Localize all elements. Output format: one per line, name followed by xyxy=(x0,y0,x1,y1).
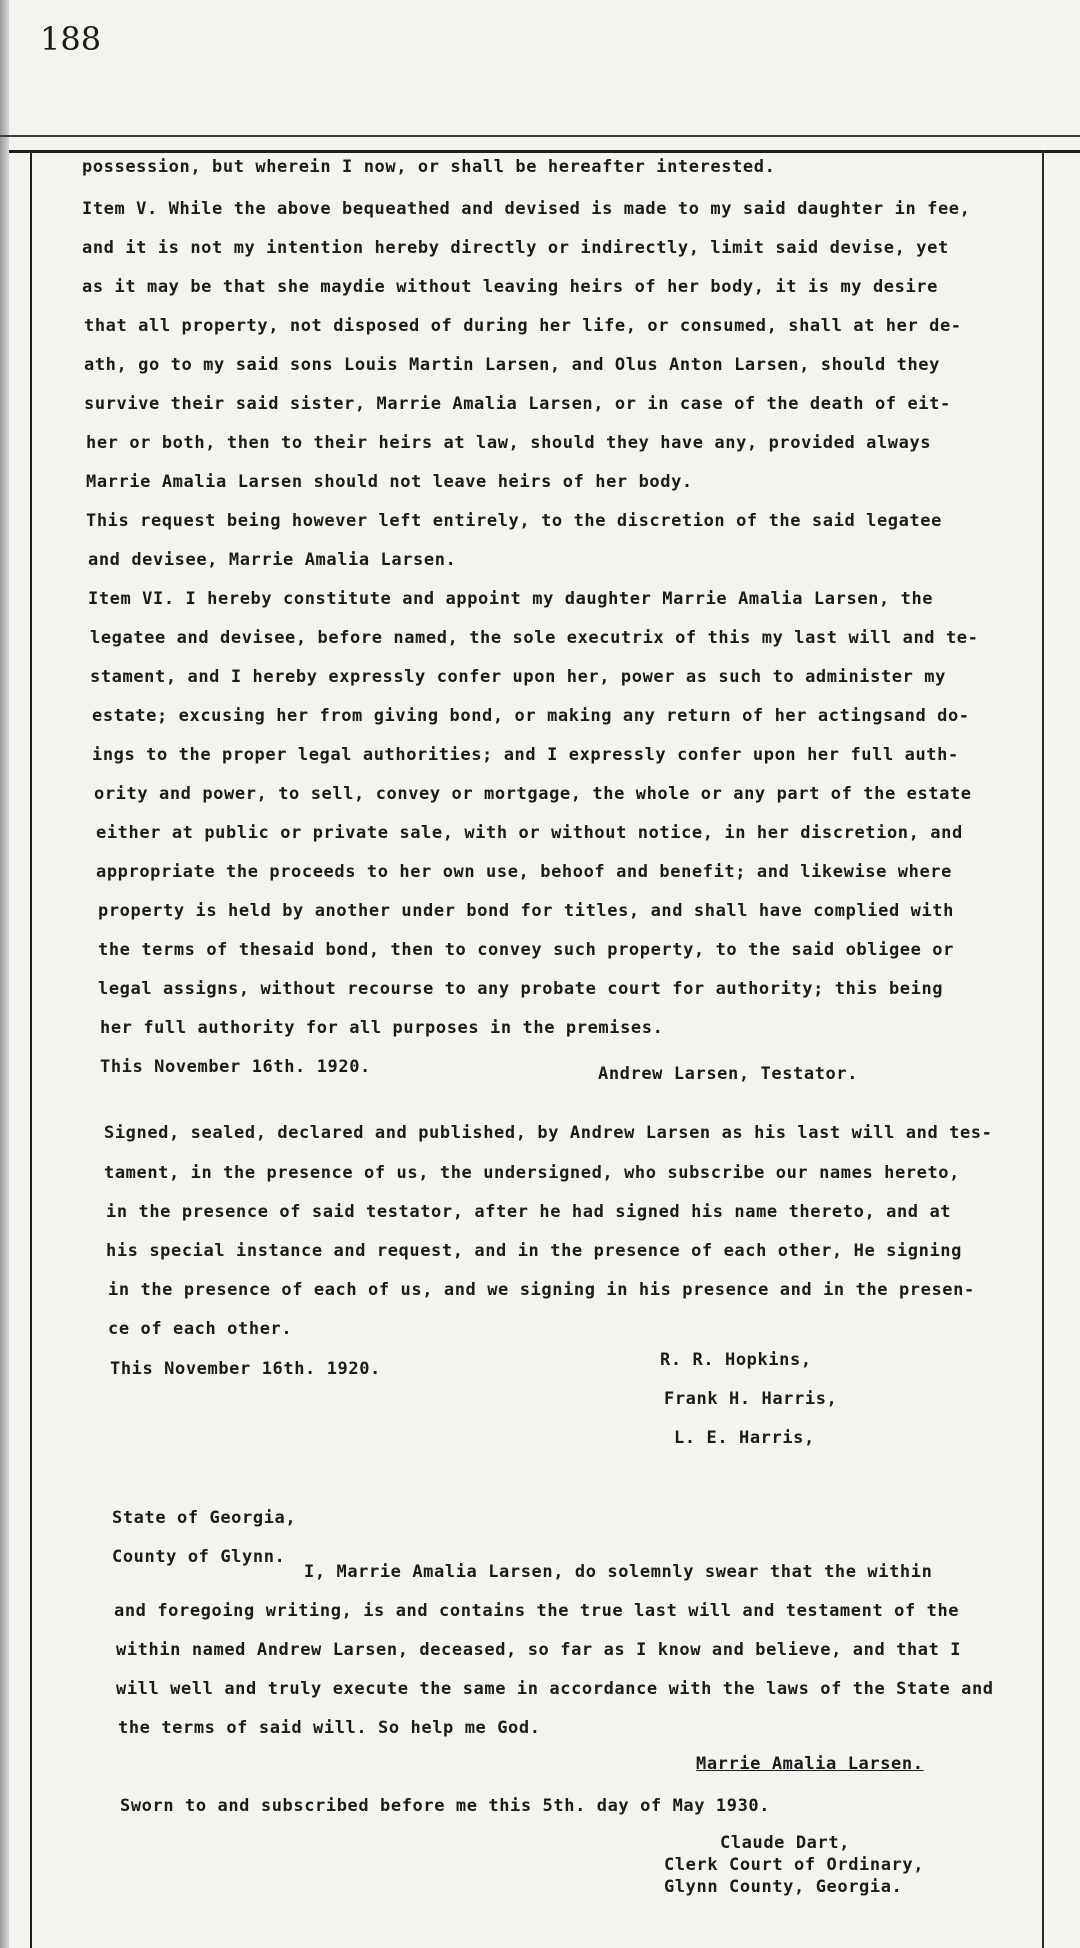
attest-date: This November 16th. 1920. xyxy=(110,1359,381,1379)
attestation-line: in the presence of said testator, after he had signed his name thereto, and at xyxy=(106,1202,952,1222)
body-line: Marrie Amalia Larsen should not leave heirs of her body. xyxy=(86,472,693,492)
body-line: appropriate the proceeds to her own use, behoof and benefit; and likewise where xyxy=(96,862,952,882)
attestation-line: Signed, sealed, declared and published, by Andrew Larsen as his last will and tes- xyxy=(104,1123,993,1143)
clerk-line: Glynn County, Georgia. xyxy=(664,1877,903,1897)
state-heading: State of Georgia, xyxy=(112,1508,297,1528)
witness-name: Frank H. Harris, xyxy=(664,1389,838,1409)
body-line: her or both, then to their heirs at law, should they have any, provided always xyxy=(86,433,932,453)
frame-top-rule xyxy=(9,150,1080,153)
witness-name: R. R. Hopkins, xyxy=(660,1350,812,1370)
body-line: survive their said sister, Marrie Amalia Larsen, or in case of the death of eit- xyxy=(84,394,951,414)
body-line: legatee and devisee, before named, the sole executrix of this my last will and te- xyxy=(90,628,979,648)
body-line: property is held by another under bond for titles, and shall have complied with xyxy=(98,901,954,921)
attestation-line: his special instance and request, and in the presence of each other, He signing xyxy=(106,1241,962,1261)
body-line: This request being however left entirely, to the discretion of the said legatee xyxy=(86,511,942,531)
body-line: estate; excusing her from giving bond, or making any return of her actingsand do- xyxy=(92,706,970,726)
body-line: legal assigns, without recourse to any probate court for authority; this being xyxy=(98,979,944,999)
body-line: ath, go to my said sons Louis Martin Larsen, and Olus Anton Larsen, should they xyxy=(84,355,940,375)
left-margin-rule xyxy=(30,150,32,1948)
sworn-statement: Sworn to and subscribed before me this 5th. day of May 1930. xyxy=(120,1796,771,1816)
body-line: ority and power, to sell, convey or mortgage, the whole or any part of the estate xyxy=(94,784,972,804)
body-line: as it may be that she maydie without leaving heirs of her body, it is my desire xyxy=(82,277,938,297)
body-line: Item VI. I hereby constitute and appoint my daughter Marrie Amalia Larsen, the xyxy=(88,589,934,609)
page-number: 188 xyxy=(40,20,102,58)
body-line: and devisee, Marrie Amalia Larsen. xyxy=(88,550,457,570)
body-line: ings to the proper legal authorities; and I expressly confer upon her full auth- xyxy=(92,745,959,765)
oath-line: within named Andrew Larsen, deceased, so far as I know and believe, and that I xyxy=(116,1640,962,1660)
oath-line: the terms of said will. So help me God. xyxy=(118,1718,541,1738)
affiant-signature: Marrie Amalia Larsen. xyxy=(696,1754,924,1774)
testator-signature: Andrew Larsen, Testator. xyxy=(598,1064,859,1084)
oath-line: I, Marrie Amalia Larsen, do solemnly swear that the within xyxy=(304,1562,933,1582)
clerk-line: Clerk Court of Ordinary, xyxy=(664,1855,925,1875)
body-line: either at public or private sale, with or without notice, in her discretion, and xyxy=(96,823,963,843)
oath-line: will well and truly execute the same in accordance with the laws of the State and xyxy=(116,1679,994,1699)
will-date: This November 16th. 1920. xyxy=(100,1057,371,1077)
right-margin-rule xyxy=(1042,150,1044,1948)
body-line: her full authority for all purposes in the premises. xyxy=(100,1018,664,1038)
body-line: stament, and I hereby expressly confer upon her, power as such to administer my xyxy=(90,667,946,687)
oath-line: and foregoing writing, is and contains the true last will and testament of the xyxy=(114,1601,960,1621)
body-line: the terms of thesaid bond, then to convey such property, to the said obligee or xyxy=(98,940,954,960)
attestation-line: ce of each other. xyxy=(108,1319,293,1339)
clerk-line: Claude Dart, xyxy=(720,1833,851,1853)
witness-name: L. E. Harris, xyxy=(674,1428,815,1448)
county-heading: County of Glynn. xyxy=(112,1547,286,1567)
attestation-line: tament, in the presence of us, the undersigned, who subscribe our names hereto, xyxy=(104,1163,960,1183)
body-line: and it is not my intention hereby directly or indirectly, limit said devise, yet xyxy=(82,238,949,258)
attestation-line: in the presence of each of us, and we signing in his presence and in the presen- xyxy=(108,1280,975,1300)
body-line: Item V. While the above bequeathed and devised is made to my said daughter in fee, xyxy=(82,199,971,219)
body-line: that all property, not disposed of during her life, or consumed, shall at her de- xyxy=(84,316,962,336)
page-edge-shadow xyxy=(0,0,9,1948)
top-rule xyxy=(0,135,1080,137)
body-line: possession, but wherein I now, or shall be hereafter interested. xyxy=(82,157,776,177)
